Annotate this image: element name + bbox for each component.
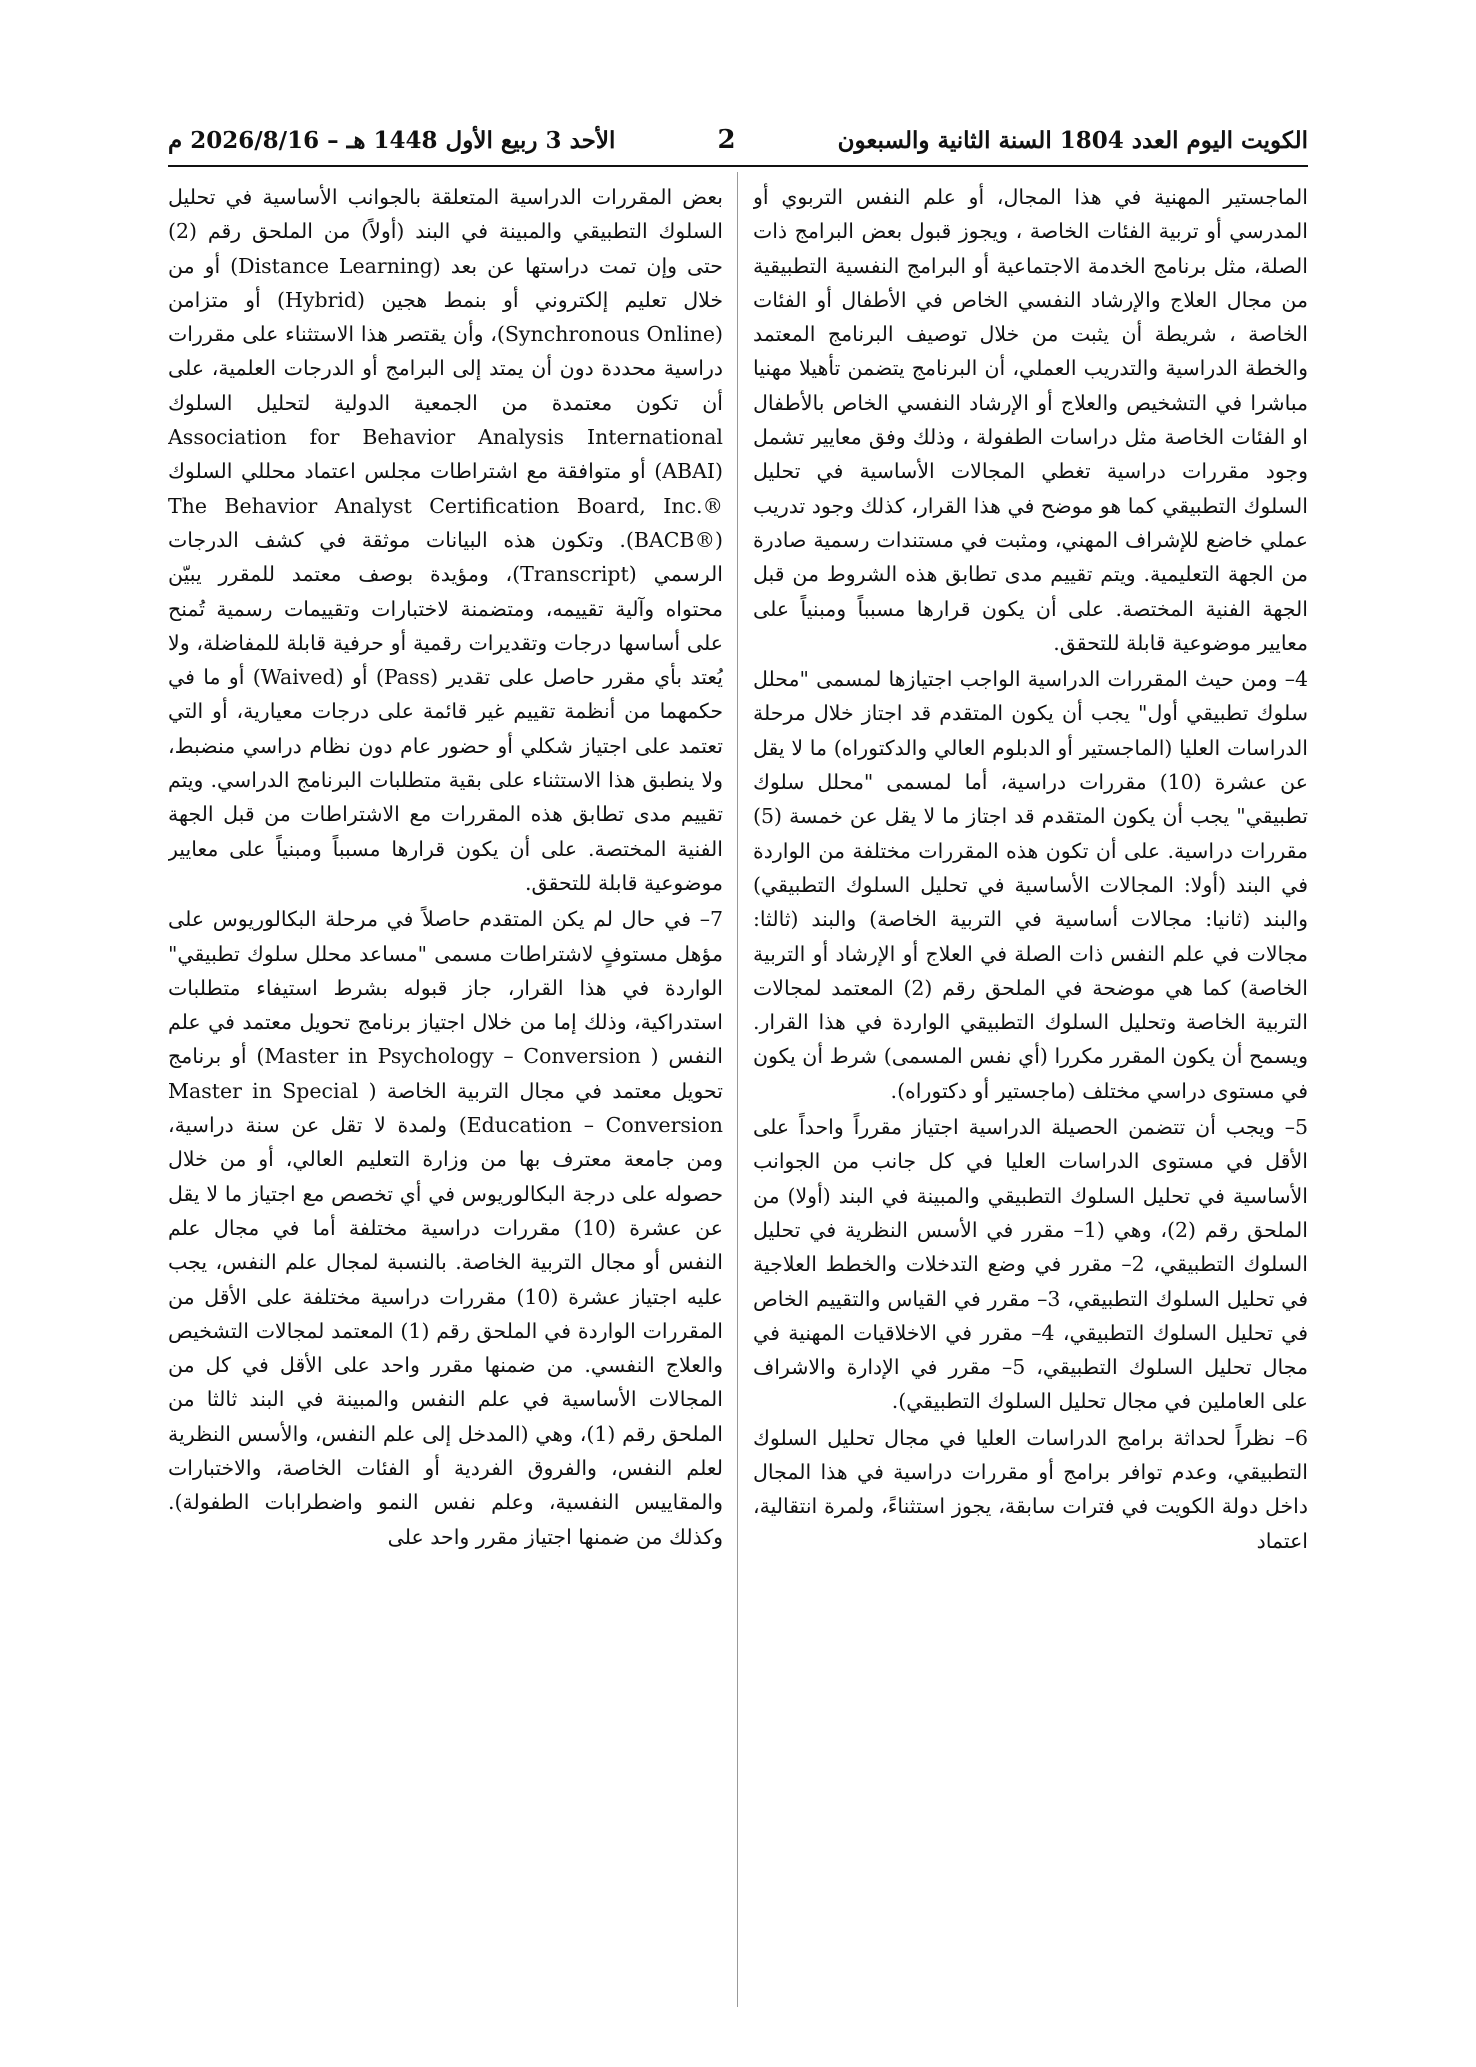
paragraph-7: 7– في حال لم يكن المتقدم حاصلاً في مرحلة البكالوريوس على مؤهل مستوفٍ لاشتراطات مسمى "مساعد محلل سلوك تطبيقي" الواردة في هذا القرار، جاز قبوله بشرط استيفاء متطلبات استدراكية، وذلك إما من خلال اجتياز برنامج تحويل معتمد في علم النفس ( Master in Psychology – Conversion) أو برنامج تحويل معتمد في مجال التربية الخاصة ( Master in Special Education – Conversion) ولمدة لا تقل عن سنة دراسية، ومن جامعة معترف بها من وزارة التعليم العالي، أو من خلال حصوله على درجة البكالوريوس في أي تخصص مع اجتياز ما لا يقل عن عشرة (10) مقررات دراسية مختلفة أما في مجال علم النفس أو مجال التربية الخاصة. بالنسبة لمجال علم النفس، يجب عليه اجتياز عشرة (10) مقررات دراسية مختلفة على الأقل من المقررات الواردة في الملحق رقم (1) المعتمد لمجالات التشخيص والعلاج النفسي. من ضمنها مقرر واحد على الأقل في كل من المجالات الأساسية في علم النفس والمبينة في البند ثالثا من الملحق رقم (1)، وهي (المدخل إلى علم النفس، والأسس النظرية لعلم النفس، والفروق الفردية أو الفئات الخاصة، والاختبارات والمقاييس النفسية، وعلم نفس النمو واضطرابات الطفولة). وكذلك من ضمنها اجتياز مقرر واحد على [168, 907, 723, 1549]
paragraph-6-continued: بعض المقررات الدراسية المتعلقة بالجوانب الأساسية في تحليل السلوك التطبيقي والمبينة في البند (أولاً) من الملحق رقم (2) حتى وإن تمت دراستها عن بعد (Distance Learning) أو من خلال تعليم إلكتروني أو بنمط هجين (Hybrid) أو متزامن (Synchronous Online)، وأن يقتصر هذا الاستثناء على مقررات دراسية محددة دون أن يمتد إلى البرامج أو الدرجات العلمية، على أن تكون معتمدة من الجمعية الدولية لتحليل السلوك Association for Behavior Analysis International (ABAI) أو متوافقة مع اشتراطات مجلس اعتماد محللي السلوك The Behavior Analyst Certification Board, Inc.® (BACB®). وتكون هذه البيانات موثقة في كشف الدرجات الرسمي (Transcript)، ومؤيدة بوصف معتمد للمقرر يبيّن محتواه وآلية تقييمه، ومتضمنة لاختبارات وتقييمات رسمية تُمنح على أساسها درجات وتقديرات رقمية أو حرفية قابلة للمفاضلة، ولا يُعتد بأي مقرر حاصل على تقدير (Pass) أو (Waived) أو ما في حكمهما من أنظمة تقييم غير قائمة على درجات معيارية، أو التي تعتمد على اجتياز شكلي أو حضور عام دون نظام دراسي منضبط، ولا ينطبق هذا الاستثناء على بقية متطلبات البرنامج الدراسي. ويتم تقييم مدى تطابق هذه المقررات مع الاشتراطات من قبل الجهة الفنية المختصة. على أن يكون قرارها مسبباً ومبنياً على معايير موضوعية قابلة للتحقق. [168, 185, 723, 895]
paragraph-6: 6– نظراً لحداثة برامج الدراسات العليا في مجال تحليل السلوك التطبيقي، وعدم توافر برامج أو مقررات دراسية في هذا المجال داخل دولة الكويت في فترات سابقة، يجوز استثناءً، ولمرة انتقالية، اعتماد [753, 1425, 1308, 1553]
page-header [168, 122, 1308, 158]
page-number: 2 [717, 125, 736, 155]
paragraph-3-continued: الماجستير المهنية في هذا المجال، أو علم النفس التربوي أو المدرسي أو تربية الفئات الخاصة ، ويجوز قبول بعض البرامج ذات الصلة، مثل برنامج الخدمة الاجتماعية أو البرامج النفسية التطبيقية من مجال العلاج والإرشاد النفسي الخاص في الأطفال أو الفئات الخاصة ، شريطة أن يثبت من خلال توصيف البرنامج المعتمد والخطة الدراسية والتدريب العملي، أن البرنامج يتضمن تأهيلا مهنيا مباشرا في التشخيص والعلاج أو الإرشاد النفسي الخاص بالأطفال او الفئات الخاصة مثل دراسات الطفولة ، وذلك وفق معايير تشمل وجود مقررات دراسية تغطي المجالات الأساسية في تحليل السلوك التطبيقي كما هو موضح في هذا القرار، كذلك وجود تدريب عملي خاضع للإشراف المهني، ومثبت في مستندات رسمية صادرة من الجهة التعليمية. ويتم تقييم مدى تطابق هذه الشروط من قبل الجهة الفنية المختصة. على أن يكون قرارها مسبباً ومبنياً على معايير موضوعية قابلة للتحقق. [753, 185, 1308, 655]
paragraph-5: 5– ويجب أن تتضمن الحصيلة الدراسية اجتياز مقرراً واحداً على الأقل في مستوى الدراسات العليا في كل جانب من الجوانب الأساسية في تحليل السلوك التطبيقي والمبينة في البند (أولا) من الملحق رقم (2)، وهي (1– مقرر في الأسس النظرية في تحليل السلوك التطبيقي، 2– مقرر في وضع التدخلات والخطط العلاجية في تحليل السلوك التطبيقي، 3– مقرر في القياس والتقييم الخاص في تحليل السلوك التطبيقي، 4– مقرر في الاخلاقيات المهنية في مجال تحليل السلوك التطبيقي، 5– مقرر في الإدارة والاشراف على العاملين في مجال تحليل السلوك التطبيقي). [753, 1115, 1308, 1414]
paragraph-4: 4– ومن حيث المقررات الدراسية الواجب اجتيازها لمسمى "محلل سلوك تطبيقي أول" يجب أن يكون المتقدم قد اجتاز خلال مرحلة الدراسات العليا (الماجستير أو الدبلوم العالي والدكتوراه) ما لا يقل عن عشرة (10) مقررات دراسية، أما لمسمى "محلل سلوك تطبيقي" يجب أن يكون المتقدم قد اجتاز ما لا يقل عن خمسة (5) مقررات دراسية. على أن تكون هذه المقررات مختلفة من الواردة في البند (أولا: المجالات الأساسية في تحليل السلوك التطبيقي) والبند (ثانيا: مجالات أساسية في التربية الخاصة) والبند (ثالثا: مجالات في علم النفس ذات الصلة في العلاج أو الإرشاد أو التربية الخاصة) كما هي موضحة في الملحق رقم (2) المعتمد لمجالات التربية الخاصة وتحليل السلوك التطبيقي الواردة في هذا القرار. ويسمح أن يكون المقرر مكررا (أي نفس المسمى) شرط أن يكون في مستوى دراسي مختلف (ماجستير أو دكتوراه). [753, 667, 1308, 1103]
right-column [753, 180, 1308, 2007]
header-rule [168, 165, 1308, 167]
left-column [168, 180, 723, 2007]
column-divider [737, 172, 738, 2007]
publication-issue: الكويت اليوم العدد 1804 السنة الثانية والسبعون [837, 126, 1308, 154]
issue-date: الأحد 3 ربيع الأول 1448 هـ – 2026/8/16 م [168, 126, 616, 154]
